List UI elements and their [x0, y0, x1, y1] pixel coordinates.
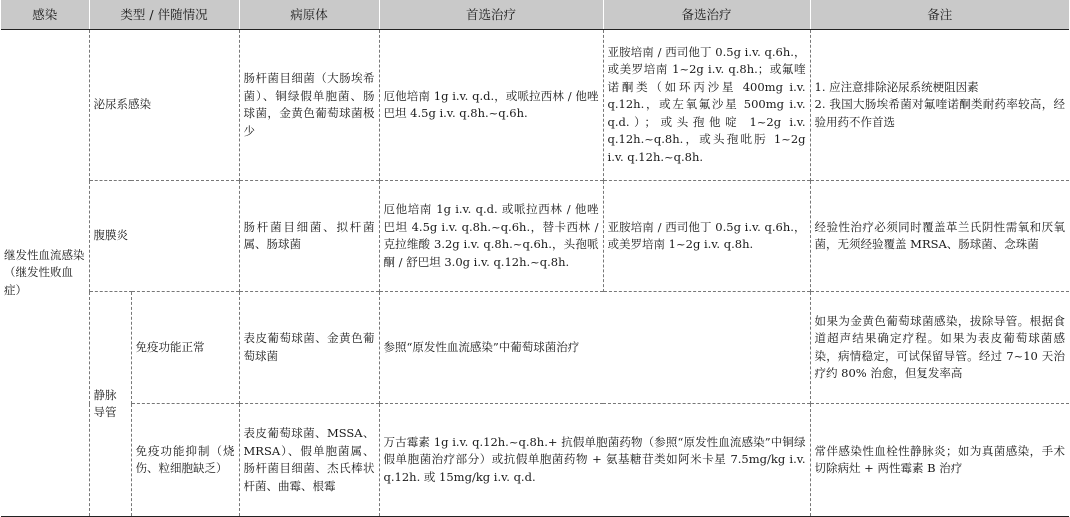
treatment-merged-cell: 万古霉素 1g i.v. q.12h.~q.8h.+ 抗假单胞菌药物（参照“原发性血流感染”中铜绿假单胞菌治疗部分）或抗假单胞菌药物 + 氨基糖苷类如阿米卡星 7.5mg/kg i.v. q.12h. 或 15mg/kg i.v. q.d.	[379, 404, 810, 517]
header-row	[1, 0, 1069, 30]
first-choice-cell: 厄他培南 1g i.v. q.d.，或哌拉西林 / 他唑巴坦 4.5g i.v. q.8h.~q.6h.	[379, 30, 603, 181]
venous-catheter-group: 静脉导管	[89, 292, 131, 517]
type-cell: 免疫功能抑制（烧伤、粒细胞缺乏）	[131, 404, 239, 517]
table-row	[1, 404, 1069, 517]
category-cell: 继发性血流感染（继发性败血症）	[1, 30, 89, 517]
alternative-cell: 亚胺培南 / 西司他丁 0.5g i.v. q.6h.，或美罗培南 1~2g i.v. q.8h.	[603, 181, 810, 292]
pathogen-cell: 肠杆菌目细菌（大肠埃希菌）、铜绿假单胞菌、肠球菌，金黄色葡萄球菌极少	[239, 30, 379, 181]
notes-cell: 经验性治疗必须同时覆盖革兰氏阴性需氧和厌氧菌，无须经验覆盖 MRSA、肠球菌、念珠菌	[810, 181, 1069, 292]
type-cell: 腹膜炎	[89, 181, 239, 292]
header-first-choice: 首选治疗	[379, 0, 603, 30]
header-infection: 感染	[1, 0, 89, 30]
pathogen-cell: 表皮葡萄球菌、MSSA、MRSA）、假单胞菌属、肠杆菌目细菌、杰氏棒状杆菌、曲霉、根霉	[239, 404, 379, 517]
notes-cell: 如果为金黄色葡萄球菌感染，拔除导管。根据食道超声结果确定疗程。如果为表皮葡萄球菌感染，病情稳定，可试保留导管。经过 7~10 天治疗约 80% 治愈，但复发率高	[810, 292, 1069, 404]
type-cell: 免疫功能正常	[131, 292, 239, 404]
notes-cell: 常伴感染性血栓性静脉炎；如为真菌感染，手术切除病灶 + 两性霉素 B 治疗	[810, 404, 1069, 517]
header-type: 类型 / 伴随情况	[89, 0, 239, 30]
table-row	[1, 30, 1069, 181]
alternative-cell: 亚胺培南 / 西司他丁 0.5g i.v. q.6h.，或美罗培南 1~2g i.v. q.8h.；或氟喹诺酮类（如环丙沙星 400mg i.v. q.12h.，或左氧氟沙星 500mg i.v. q.d.）；或头孢他啶 1~2g i.v. q.12h.~q.8h.，或头孢吡肟 1~2g i.v. q.12h.~q.8h.	[603, 30, 810, 181]
type-cell: 泌尿系感染	[89, 30, 239, 181]
notes-cell: 1. 应注意排除泌尿系统梗阻因素 2. 我国大肠埃希菌对氟喹诺酮类耐药率较高，经验用药不作首选	[810, 30, 1069, 181]
pathogen-cell: 表皮葡萄球菌、金黄色葡萄球菌	[239, 292, 379, 404]
treatment-merged-cell: 参照“原发性血流感染”中葡萄球菌治疗	[379, 292, 810, 404]
antibiotic-treatment-table	[1, 0, 1069, 517]
header-alternative: 备选治疗	[603, 0, 810, 30]
table-row	[1, 292, 1069, 404]
table-row	[1, 181, 1069, 292]
header-pathogen: 病原体	[239, 0, 379, 30]
header-notes: 备注	[810, 0, 1069, 30]
first-choice-cell: 厄他培南 1g i.v. q.d. 或哌拉西林 / 他唑巴坦 4.5g i.v. q.8h.~q.6h.，替卡西林 / 克拉维酸 3.2g i.v. q.8h.~q.6h.，头孢哌酮 / 舒巴坦 3.0g i.v. q.12h.~q.8h.	[379, 181, 603, 292]
pathogen-cell: 肠杆菌目细菌、拟杆菌属、肠球菌	[239, 181, 379, 292]
